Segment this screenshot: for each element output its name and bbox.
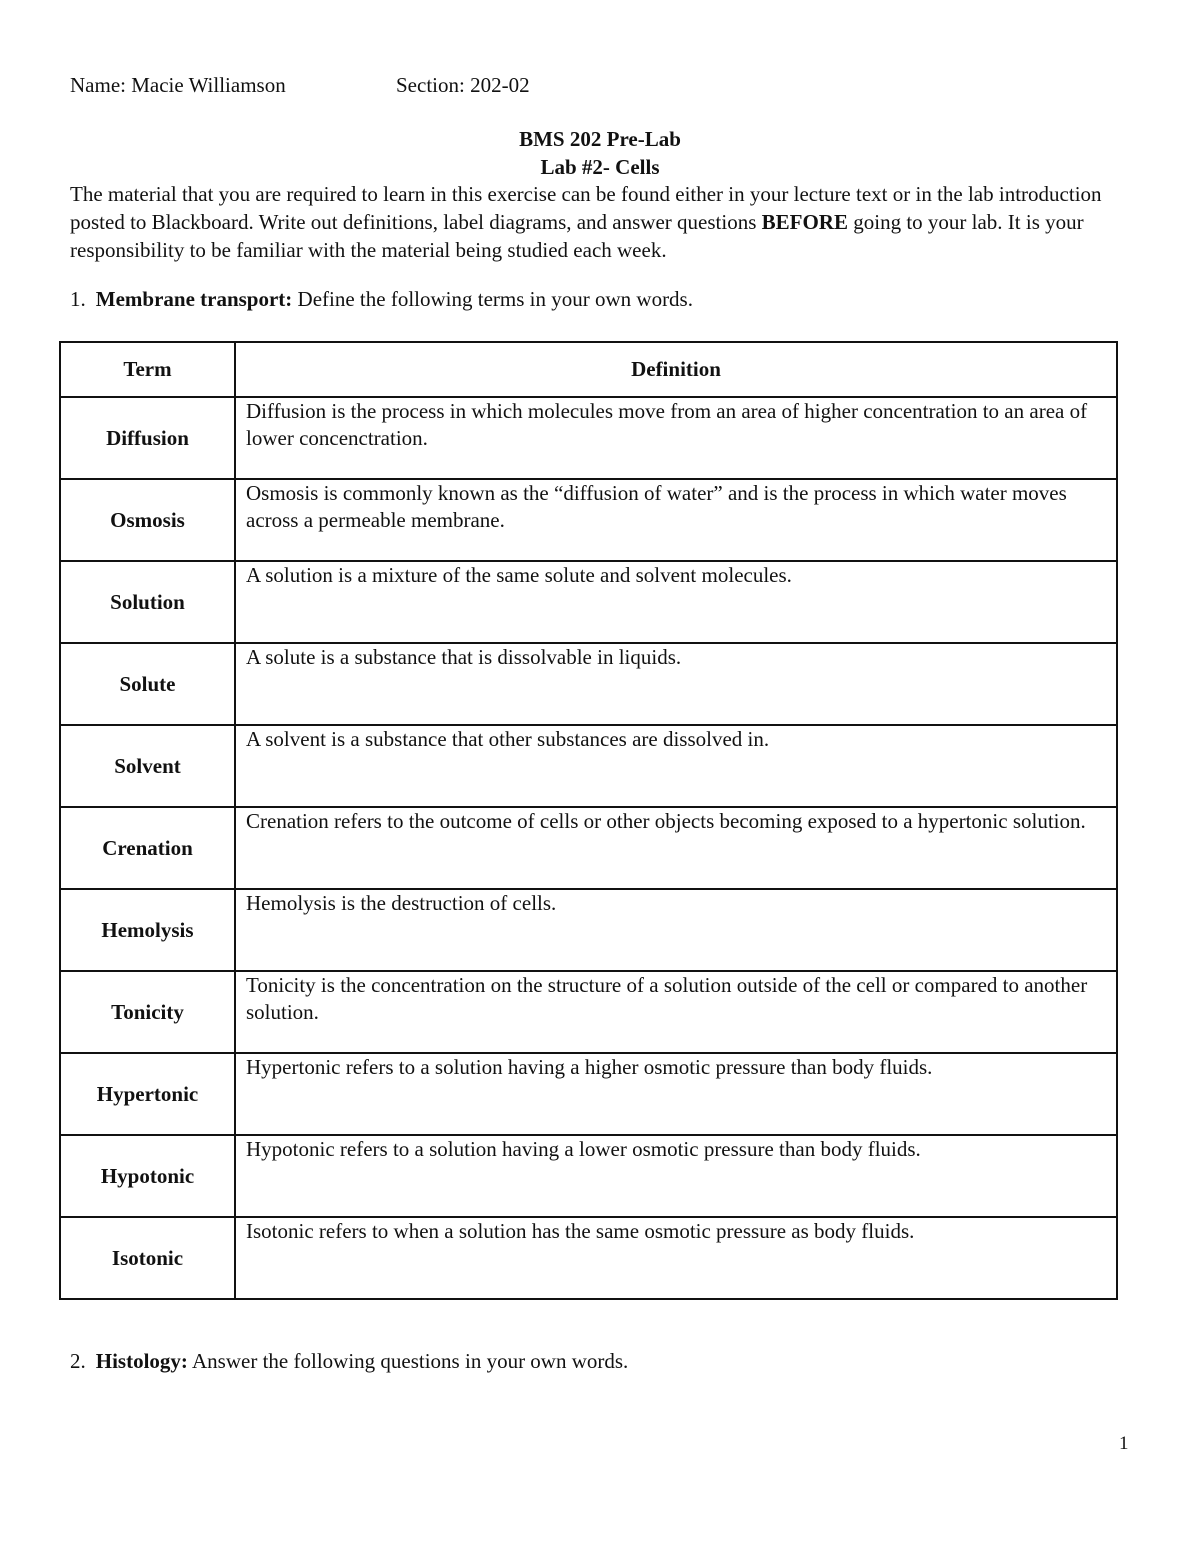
table-row — [60, 479, 1117, 561]
table-row — [60, 889, 1117, 971]
definition-cell[interactable]: Hypotonic refers to a solution having a lower osmotic pressure than body fluids. — [235, 1135, 1117, 1217]
term-cell: Crenation — [60, 807, 235, 889]
question-2-number: 2. — [70, 1349, 86, 1373]
header-term: Term — [60, 342, 235, 397]
table-row — [60, 1053, 1117, 1135]
title-line-1: BMS 202 Pre-Lab — [519, 127, 681, 151]
table-header-row — [60, 342, 1117, 397]
question-1-text: Define the following terms in your own words. — [292, 287, 693, 311]
question-2 — [70, 1349, 628, 1374]
question-1-number: 1. — [70, 287, 86, 311]
header-definition: Definition — [235, 342, 1117, 397]
definition-cell[interactable]: A solvent is a substance that other substances are dissolved in. — [235, 725, 1117, 807]
term-cell: Solvent — [60, 725, 235, 807]
term-cell: Diffusion — [60, 397, 235, 479]
term-cell: Hemolysis — [60, 889, 235, 971]
definition-cell[interactable]: A solution is a mixture of the same solute and solvent molecules. — [235, 561, 1117, 643]
table-row — [60, 561, 1117, 643]
terms-table — [59, 341, 1118, 1300]
term-cell: Solution — [60, 561, 235, 643]
question-2-text: Answer the following questions in your own words. — [187, 1349, 629, 1373]
table-row — [60, 807, 1117, 889]
question-1 — [70, 287, 693, 312]
term-cell: Hypertonic — [60, 1053, 235, 1135]
definition-cell[interactable]: Osmosis is commonly known as the “diffusion of water” and is the process in which water moves across a permeable membrane. — [235, 479, 1117, 561]
question-2-label: Histology: — [95, 1349, 188, 1373]
intro-text-start: The material that you are required to learn in this exercise can be found either in your lecture text or in the lab introduction posted to Blackboard. Write out definitions, label diagrams, and answer questions — [70, 182, 1102, 234]
term-cell: Hypotonic — [60, 1135, 235, 1217]
table-row — [60, 643, 1117, 725]
intro-text-end: going to your lab. It is your responsibility to be familiar with the material being studied each week. — [70, 210, 1084, 262]
table-row — [60, 971, 1117, 1053]
term-cell: Osmosis — [60, 479, 235, 561]
definition-cell[interactable]: Diffusion is the process in which molecules move from an area of higher concentration to an area of lower concenctration. — [235, 397, 1117, 479]
intro-bold-word: BEFORE — [761, 210, 848, 234]
title-line-2: Lab #2- Cells — [540, 155, 660, 179]
student-section: Section: 202-02 — [396, 73, 530, 97]
definition-cell[interactable]: Hypertonic refers to a solution having a higher osmotic pressure than body fluids. — [235, 1053, 1117, 1135]
student-name: Name: Macie Williamson — [70, 73, 286, 97]
question-1-label: Membrane transport: — [95, 287, 293, 311]
table-row — [60, 397, 1117, 479]
term-cell: Solute — [60, 643, 235, 725]
definition-cell[interactable]: Isotonic refers to when a solution has the same osmotic pressure as body fluids. — [235, 1217, 1117, 1299]
definition-cell[interactable]: Tonicity is the concentration on the structure of a solution outside of the cell or compared to another solution. — [235, 971, 1117, 1053]
page-number: 1 — [1119, 1433, 1129, 1454]
header-line — [70, 73, 530, 98]
table-row — [60, 1217, 1117, 1299]
definition-cell[interactable]: A solute is a substance that is dissolvable in liquids. — [235, 643, 1117, 725]
term-cell: Tonicity — [60, 971, 235, 1053]
table-row — [60, 725, 1117, 807]
intro-paragraph — [70, 180, 1140, 264]
definition-cell[interactable]: Crenation refers to the outcome of cells or other objects becoming exposed to a hypertonic solution. — [235, 807, 1117, 889]
term-cell: Isotonic — [60, 1217, 235, 1299]
definition-cell[interactable]: Hemolysis is the destruction of cells. — [235, 889, 1117, 971]
table-row — [60, 1135, 1117, 1217]
document-title — [0, 125, 1200, 181]
